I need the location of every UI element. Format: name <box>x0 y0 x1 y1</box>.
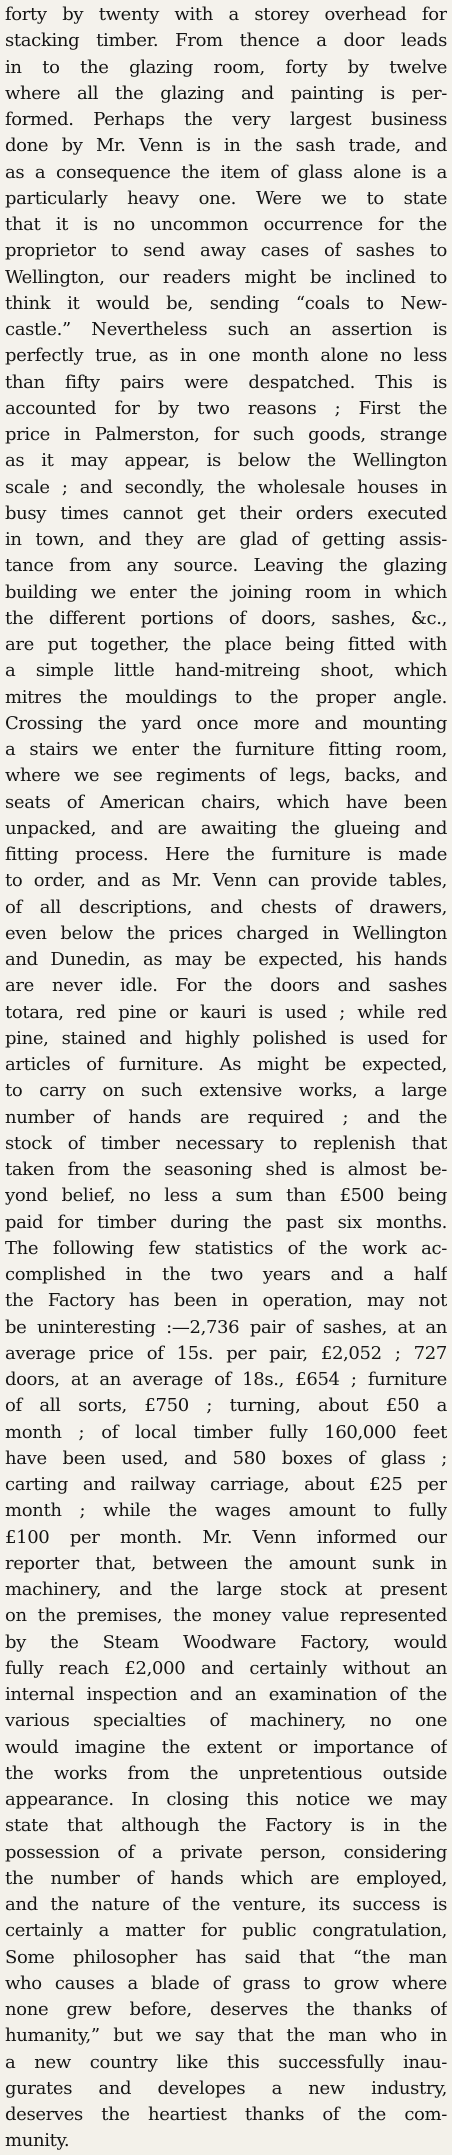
text-line: as it may appear, is below the Wellington <box>5 450 447 472</box>
text-line: building we enter the joining room in which <box>5 581 447 603</box>
text-line: in to the glazing room, forty by twelve <box>5 56 447 78</box>
text-line: think it would be, sending “coals to New- <box>5 292 447 314</box>
text-line: the different portions of doors, sashes, &c., <box>5 607 447 629</box>
text-line: proprietor to send away cases of sashes to <box>5 240 447 262</box>
text-line: possession of a private person, considering <box>5 1841 447 1863</box>
text-line: a stairs we enter the furniture fitting room, <box>5 739 447 760</box>
text-line: seats of American chairs, which have been <box>5 791 447 813</box>
text-line: to carry on such extensive works, a large <box>5 1080 447 1102</box>
text-line: reporter that, between the amount sunk in <box>5 1552 447 1574</box>
text-line: who causes a blade of grass to grow where <box>5 1972 447 1994</box>
text-line: machinery, and the large stock at present <box>5 1579 447 1600</box>
text-line: as a consequence the item of glass alone is a <box>5 161 447 183</box>
text-line: castle.” Nevertheless such an assertion is <box>5 319 447 340</box>
text-line: done by Mr. Venn is in the sash trade, and <box>5 135 447 157</box>
text-line: price in Palmerston, for such goods, strange <box>5 424 447 445</box>
text-line: appearance. In closing this notice we may <box>5 1789 447 1810</box>
text-line: formed. Perhaps the very largest business <box>5 109 447 130</box>
text-line: even below the prices charged in Wellington <box>5 922 447 944</box>
text-line: none grew before, deserves the thanks of <box>5 1999 447 2020</box>
text-line: Crossing the yard once more and mounting <box>5 712 447 734</box>
text-line: average price of 15s. per pair, £2,052 ; 727 <box>5 1342 447 1364</box>
text-line: where all the glazing and painting is per- <box>5 82 447 104</box>
text-line: fully reach £2,000 and certainly without an <box>5 1657 447 1679</box>
text-line: certainly a matter for public congratulation, <box>5 1920 447 1942</box>
text-line: stock of timber necessary to replenish that <box>5 1132 447 1154</box>
text-line: the Factory has been in operation, may not <box>5 1290 447 1312</box>
text-line: have been used, and 580 boxes of glass ; <box>5 1447 447 1469</box>
text-line: number of hands are required ; and the <box>5 1106 447 1128</box>
text-line: where we see regiments of legs, backs, and <box>5 765 447 787</box>
text-line: state that although the Factory is in the <box>5 1815 447 1837</box>
text-line: month ; while the wages amount to fully <box>5 1500 447 1522</box>
text-line: particularly heavy one. Were we to state <box>5 187 447 209</box>
text-line: unpacked, and are awaiting the glueing and <box>5 817 447 839</box>
text-line: mitres the mouldings to the proper angle. <box>5 686 447 708</box>
text-line: and Dunedin, as may be expected, his hands <box>5 949 447 970</box>
text-line: Wellington, our readers might be inclined to <box>5 266 447 288</box>
text-line: on the premises, the money value represented <box>5 1605 447 1627</box>
text-line: gurates and developes a new industry, <box>5 2077 447 2099</box>
text-line: totara, red pine or kauri is used ; while red <box>5 1001 447 1023</box>
article-column <box>5 2 447 2155</box>
text-line: complished in the two years and a half <box>5 1264 447 1285</box>
text-line: are never idle. For the doors and sashes <box>5 975 447 997</box>
text-line: than fifty pairs were despatched. This is <box>5 371 447 393</box>
text-line: month ; of local timber fully 160,000 feet <box>5 1421 447 1443</box>
text-line: tance from any source. Leaving the glazing <box>5 555 447 577</box>
text-line: accounted for by two reasons ; First the <box>5 397 447 419</box>
text-line: by the Steam Woodware Factory, would <box>5 1631 447 1653</box>
text-line: articles of furniture. As might be expected, <box>5 1054 447 1075</box>
text-line: busy times cannot get their orders executed <box>5 502 447 524</box>
text-line: and the nature of the venture, its success is <box>5 1894 447 1915</box>
text-line: that it is no uncommon occurrence for the <box>5 214 447 235</box>
text-line: of all descriptions, and chests of drawers, <box>5 896 447 918</box>
text-line: Some philosopher has said that “the man <box>5 1946 447 1968</box>
text-line: a simple little hand-mitreing shoot, which <box>5 660 447 682</box>
text-line: The following few statistics of the work ac- <box>5 1237 447 1259</box>
text-line: stacking timber. From thence a door leads <box>5 30 447 52</box>
text-line: perfectly true, as in one month alone no less <box>5 345 447 367</box>
text-line: are put together, the place being fitted with <box>5 634 447 655</box>
text-line: munity. <box>5 2130 70 2152</box>
text-line: taken from the seasoning shed is almost be- <box>5 1159 447 1180</box>
text-line: pine, stained and highly polished is used for <box>5 1027 447 1049</box>
text-line: forty by twenty with a storey overhead for <box>5 4 447 25</box>
text-line: scale ; and secondly, the wholesale houses in <box>5 476 447 498</box>
text-line: the number of hands which are employed, <box>5 1867 447 1889</box>
text-line: paid for timber during the past six months. <box>5 1211 447 1233</box>
text-line: £100 per month. Mr. Venn informed our <box>5 1526 447 1548</box>
text-line: to order, and as Mr. Venn can provide tables, <box>5 870 447 892</box>
text-line: carting and railway carriage, about £25 per <box>5 1474 447 1495</box>
text-line: be uninteresting :—2,736 pair of sashes, at an <box>5 1316 447 1338</box>
text-line: of all sorts, £750 ; turning, about £50 a <box>5 1395 447 1417</box>
text-line: in town, and they are glad of getting assis- <box>5 529 447 550</box>
text-line: various specialties of machinery, no one <box>5 1710 447 1732</box>
text-line: doors, at an average of 18s., £654 ; furniture <box>5 1369 447 1390</box>
text-line: internal inspection and an examination of the <box>5 1684 447 1705</box>
text-line: a new country like this successfully inau- <box>5 2051 447 2073</box>
text-line: humanity,” but we say that the man who in <box>5 2025 447 2047</box>
text-line: fitting process. Here the furniture is made <box>5 844 447 865</box>
text-line: would imagine the extent or importance of <box>5 1736 447 1758</box>
text-line: the works from the unpretentious outside <box>5 1762 447 1784</box>
text-line: yond belief, no less a sum than £500 being <box>5 1185 447 1207</box>
text-line: deserves the heartiest thanks of the com- <box>5 2104 447 2125</box>
